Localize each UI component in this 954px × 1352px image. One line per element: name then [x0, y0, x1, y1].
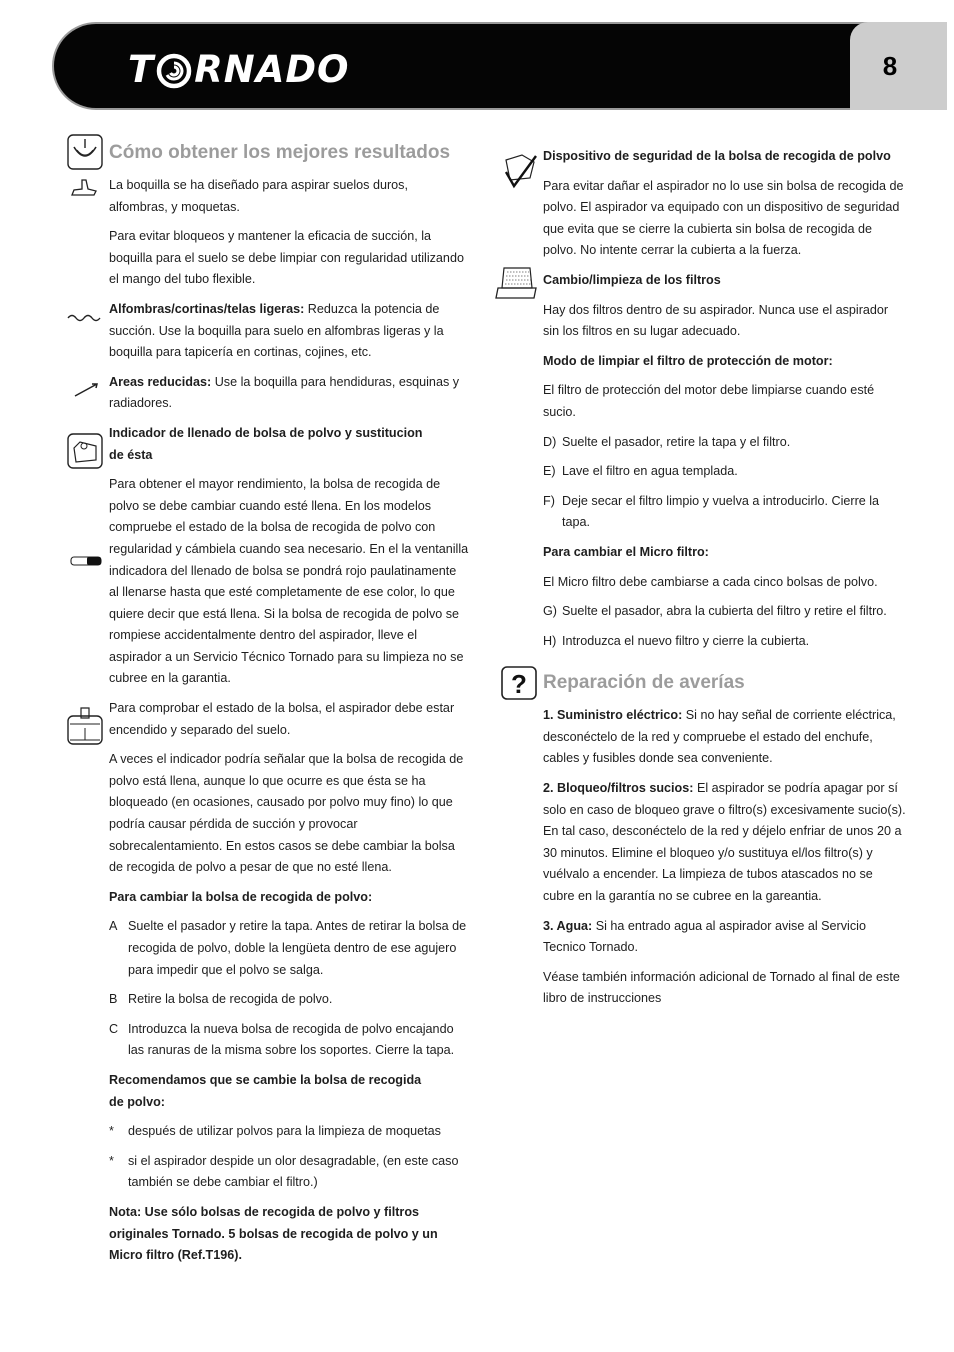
paragraph-indicator: Para obtener el mayor rendimiento, la bolsa de recogida de polvo se debe cambiar cuando esté llena. En los modelos compruebe el estado de la bolsa de recogida de polvo con regularidad y cámbiela cuando sea necesario. En el la ventanilla indicadora del llenado de bolsa se pondrá rojo paulatinamente al llenarse hasta que esté completamente de ese color, lo que quiere decir que está llena. Si la bolsa de recogida de polvo se rompiese accidentalmente dentro del aspirador, lleve el aspirador a un Servicio Técnico Tornado para su limpieza no se cubree en la garantia.	[109, 477, 469, 686]
list-item-f	[543, 491, 907, 534]
safety-paragraph: Para evitar dañar el aspirador no lo use sin bolsa de recogida de polvo. El aspirador va equipado con un dispositivo de seguridad que evita que se cierre la cubierta sin bolsa de recogida de polvo. No intente cerrar la cubierta a la fuerza.	[543, 178, 904, 258]
recommend-heading: Recomendamos que se cambie la bolsa de recogida de polvo:	[109, 1072, 422, 1109]
filter-icon	[494, 264, 540, 300]
repair-water-text: Si ha entrado agua al aspirador avise al Servicio Tecnico Tornado.	[543, 918, 866, 955]
safety-heading: Dispositivo de seguridad de la bolsa de recogida de polvo	[543, 149, 891, 163]
page-number: 8	[882, 51, 898, 81]
list-text: Suelte el pasador, abra la cubierta del filtro y retire el filtro.	[562, 604, 887, 619]
filters-heading: Cambio/limpieza de los filtros	[543, 272, 721, 287]
areas-text: Use la boquilla para hendiduras, esquinas y radiadores.	[109, 374, 460, 411]
list-item-b	[109, 989, 469, 1011]
page-tab	[850, 22, 947, 110]
paragraph-check-bag: Para comprobar el estado de la bolsa, el aspirador debe estar encendido y separado del suelo.	[109, 701, 455, 737]
motor-filter-paragraph: El filtro de protección del motor debe limpiarse cuando esté sucio.	[543, 383, 875, 419]
motor-filter-heading: Modo de limpiar el filtro de protección de motor:	[543, 353, 833, 368]
brand-logo-part2: RNADO	[194, 48, 350, 91]
list-marker: C	[109, 1021, 119, 1036]
list-text: Retire la bolsa de recogida de polvo.	[128, 992, 333, 1007]
micro-filter-heading: Para cambiar el Micro filtro:	[543, 544, 709, 559]
change-bag-heading: Para cambiar la bolsa de recogida de polvo:	[109, 889, 373, 904]
list-text: Suelte el pasador, retire la tapa y el filtro.	[562, 434, 791, 449]
header-banner	[52, 22, 947, 110]
repair-water-label: 3. Agua:	[543, 918, 593, 933]
bullet-marker: *	[109, 1153, 114, 1168]
question-icon	[500, 665, 538, 701]
list-marker: A	[109, 919, 118, 934]
right-column	[543, 146, 907, 1018]
list-marker: F)	[543, 493, 555, 508]
filters-paragraph: Hay dos filtros dentro de su aspirador. Nunca use el aspirador sin los filtros en su lugar adecuado.	[543, 302, 889, 339]
list-item-a	[109, 916, 469, 981]
see-also-paragraph: Véase también información adicional de Tornado al final de este libro de instrucciones	[543, 969, 900, 1006]
logo-swirl-icon	[155, 50, 193, 98]
list-marker: G)	[543, 604, 557, 619]
crevice-tool-icon	[72, 381, 100, 399]
brand-logo-part1: T	[128, 48, 155, 91]
svg-text:?: ?	[511, 669, 527, 699]
repair-power-text: Si no hay señal de corriente eléctrica, desconéctelo de la red y compruebe el estado del enchufe, cables y fusibles donde sea conveniente.	[543, 708, 896, 766]
paragraph-nozzle: La boquilla se ha diseñado para aspirar suelos duros, alfombras, y moquetas.	[109, 178, 408, 214]
paragraph-clean-nozzle: Para evitar bloqueos y mantener la eficacia de succión, la boquilla para el suelo se debe limpiar con regularidad utilizando el mango del tubo flexible.	[109, 229, 464, 287]
indicator-bar-icon	[70, 556, 102, 566]
note-paragraph: Nota: Use sólo bolsas de recogida de polvo y filtros originales Tornado. 5 bolsas de recogida de polvo y un Micro filtro (Ref.T196).	[109, 1204, 438, 1263]
left-column	[109, 140, 469, 1275]
bullet-item-1	[109, 1121, 469, 1143]
list-item-g	[543, 601, 907, 623]
vacuum-upright-icon	[66, 706, 104, 746]
list-marker: D)	[543, 434, 557, 449]
list-text: Introduzca la nueva bolsa de recogida de polvo encajando las ranuras de la misma sobre los soportes. Cierre la tapa.	[128, 1021, 455, 1058]
bullet-text: si el aspirador despide un olor desagradable, (en este caso también se debe cambiar el filtro.)	[128, 1153, 459, 1190]
section-title-repair: Reparación de averías	[543, 672, 745, 694]
floor-nozzle-icon	[70, 178, 98, 200]
list-item-d	[543, 432, 907, 454]
paragraph-carpets	[109, 299, 469, 364]
paragraph-blocked: A veces el indicador podría señalar que la bolsa de recogida de polvo está llena, aunque lo que ocurre es que ésta se ha bloqueado (en ocasiones, causado por polvo muy fino) lo que podría causar pérdida de succión y provocar sobrecalentamiento. En estos casos se debe cambiar la bolsa de recogida de polvo a pesar de que no esté llena.	[109, 752, 464, 875]
repair-blockage-text: El aspirador se podría apagar por sí solo en caso de bloqueo grave o filtro(s) excesivamente sucio(s). En tal caso, desconéctelo de la red y déjelo enfriar de unos 20 a 30 minutos. Elimine el bloqueo y/o sustituya el/los filtro(s) y vuélvalo a encender. La limpieza de tubos atascados no se cubre en la garantía no se cubree en la gareantia.	[543, 781, 906, 904]
checked-bag-icon	[500, 152, 540, 190]
list-item-e	[543, 461, 907, 483]
list-text: Lave el filtro en agua templada.	[562, 464, 738, 479]
repair-power	[543, 705, 907, 770]
paragraph-areas	[109, 372, 469, 415]
repair-water	[543, 916, 907, 959]
carpets-label: Alfombras/cortinas/telas ligeras:	[109, 301, 305, 316]
list-marker: H)	[543, 633, 557, 648]
bullet-marker: *	[109, 1124, 114, 1139]
list-text: Deje secar el filtro limpio y vuelva a introducirlo. Cierre la tapa.	[562, 493, 880, 530]
bullet-text: después de utilizar polvos para la limpieza de moquetas	[128, 1124, 441, 1139]
broom-pan-icon	[66, 133, 104, 171]
areas-label: Areas reducidas:	[109, 374, 212, 389]
brand-logo	[128, 50, 350, 90]
indicator-heading: Indicador de llenado de bolsa de polvo y sustitucion de ésta	[109, 425, 423, 462]
section-title-results: Cómo obtener los mejores resultados	[109, 142, 451, 163]
repair-power-label: 1. Suministro eléctrico:	[543, 708, 683, 723]
bullet-item-2	[109, 1151, 469, 1194]
dustbag-indicator-icon	[66, 432, 104, 470]
list-marker: B	[109, 992, 118, 1007]
wave-icon	[66, 312, 104, 324]
repair-blockage-label: 2. Bloqueo/filtros sucios:	[543, 781, 694, 796]
list-text: Suelte el pasador y retire la tapa. Antes de retirar la bolsa de recogida de polvo, doble la lengüeta dentro de ese agujero para impedir que el polvo se salga.	[128, 919, 467, 977]
list-item-c	[109, 1019, 469, 1062]
list-marker: E)	[543, 464, 556, 479]
micro-filter-paragraph: El Micro filtro debe cambiarse a cada cinco bolsas de polvo.	[543, 574, 878, 589]
list-item-h	[543, 631, 907, 653]
list-text: Introduzca el nuevo filtro y cierre la cubierta.	[562, 633, 810, 648]
carpets-text: Reduzca la potencia de succión. Use la boquilla para suelo en alfombras ligeras y la boquilla para tapicería en cortinas, cojines, etc.	[109, 301, 444, 360]
repair-blockage	[543, 778, 907, 908]
